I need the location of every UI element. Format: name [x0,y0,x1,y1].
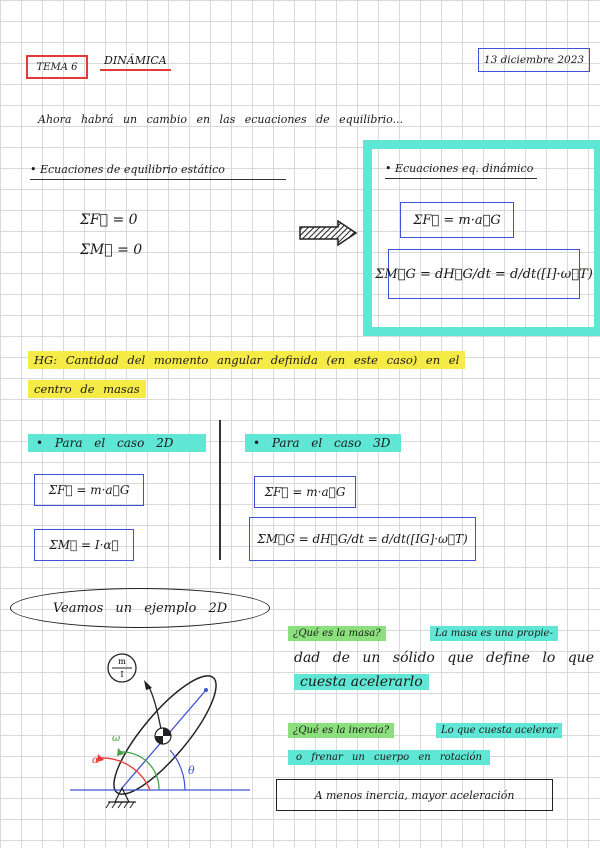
theta-label: θ [188,764,195,777]
answer-mass-line1: La masa es una propie- [430,626,558,641]
intro-text: Ahora habrá un cambio en las ecuaciones de equilibrio... [38,113,404,126]
answer-inertia-line2: o frenar un cuerpo en rotación [288,750,490,765]
static-heading: • Ecuaciones de equilibrio estático [30,163,286,180]
dynamic-heading: • Ecuaciones eq. dinámico [385,162,537,179]
question-inertia: ¿Qué es la inercia? [288,723,394,738]
case-2d-moment-equation: ΣM⃗ = I·α⃗ [34,529,134,561]
dynamic-force-equation: ΣF⃗ = m·a⃗G [400,202,514,238]
static-force-equation: ΣF⃗ = 0 [80,212,138,228]
example-title: Veamos un ejemplo 2D [10,588,270,628]
case-3d-moment-equation: ΣM⃗G = dH⃗G/dt = d/dt([IG]·ω⃗T) [249,517,476,561]
column-divider [219,420,221,560]
case-3d-force-equation: ΣF⃗ = m·a⃗G [254,476,356,508]
date-box: 13 diciembre 2023 [478,48,590,72]
dynamic-moment-equation: ΣM⃗G = dH⃗G/dt = d/dt([I]·ω⃗T) [388,249,580,299]
tema-label: TEMA 6 [26,55,88,79]
question-mass: ¿Qué es la masa? [288,626,386,641]
alpha-label: α [92,755,99,766]
mass-label: m [118,657,126,666]
case-3d-heading: • Para el caso 3D [245,434,401,452]
case-2d-heading: • Para el caso 2D [28,434,206,452]
answer-mass-line3: cuesta acelerarlo [294,674,429,690]
hg-definition-line2: centro de masas [28,380,146,398]
inertia-label: I [120,670,124,679]
conclusion-box: A menos inercia, mayor aceleración [276,779,553,811]
hatched-arrow-icon [298,220,358,246]
answer-mass-line2: dad de un sólido que define lo que [294,650,594,666]
omega-label: ω [112,733,121,744]
hg-definition-line1: HG: Cantidad del momento angular definida (en este caso) en el [28,351,465,369]
answer-inertia-line1: Lo que cuesta acelerar [436,723,562,738]
subject-title: DINÁMICA [100,54,171,71]
static-moment-equation: ΣM⃗ = 0 [80,242,143,258]
rotating-body-diagram [60,640,260,815]
case-2d-force-equation: ΣF⃗ = m·a⃗G [34,474,144,506]
